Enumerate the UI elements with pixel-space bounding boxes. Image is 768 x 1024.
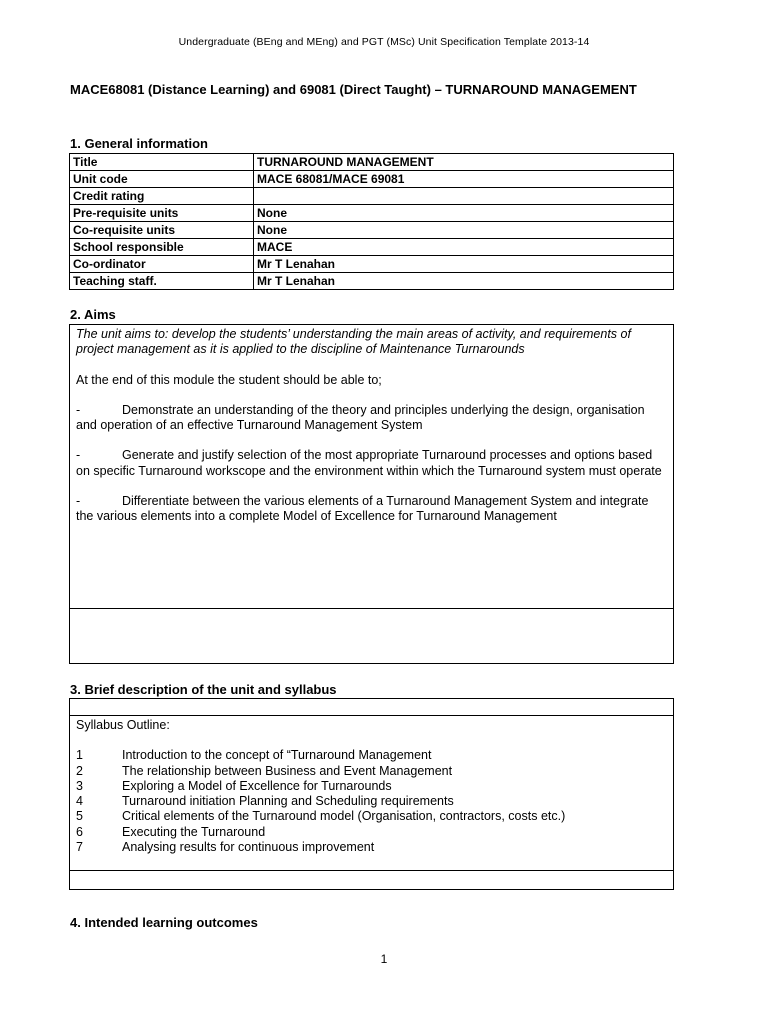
aims-bullet-text: Demonstrate an understanding of the theory and principles underlying the design, organisation and operation of an effective Turnaround Management System bbox=[76, 402, 645, 433]
item-text: Introduction to the concept of “Turnaround Management bbox=[122, 748, 432, 763]
row-key: School responsible bbox=[70, 239, 254, 256]
bullet-marker: - bbox=[76, 448, 81, 463]
row-key: Title bbox=[70, 154, 254, 171]
outcomes-heading: 4. Intended learning outcomes bbox=[70, 915, 258, 930]
table-row bbox=[70, 205, 674, 222]
list-item bbox=[76, 825, 667, 840]
item-text: Turnaround initiation Planning and Scheduling requirements bbox=[122, 794, 454, 809]
list-item bbox=[76, 809, 667, 824]
syllabus-top-divider bbox=[70, 715, 673, 716]
row-key: Teaching staff. bbox=[70, 273, 254, 290]
list-item bbox=[76, 779, 667, 794]
aims-bullet bbox=[76, 403, 667, 434]
item-text: Analysing results for continuous improvement bbox=[122, 840, 375, 855]
row-value: Mr T Lenahan bbox=[254, 273, 674, 290]
row-key: Co-requisite units bbox=[70, 222, 254, 239]
item-number: 3 bbox=[76, 778, 83, 793]
list-item bbox=[76, 764, 667, 779]
row-value: Mr T Lenahan bbox=[254, 256, 674, 273]
table-row bbox=[70, 222, 674, 239]
item-text: Critical elements of the Turnaround model (Organisation, contractors, costs etc.) bbox=[122, 809, 566, 824]
table-row bbox=[70, 239, 674, 256]
description-heading: 3. Brief description of the unit and syllabus bbox=[70, 682, 337, 697]
item-number: 2 bbox=[76, 763, 83, 778]
aims-bullet-text: Generate and justify selection of the most appropriate Turnaround processes and options based on specific Turnaround workscope and the environment within which the Turnaround system must operate bbox=[76, 448, 662, 478]
bullet-marker: - bbox=[76, 402, 81, 417]
table-row bbox=[70, 256, 674, 273]
row-value: MACE 68081/MACE 69081 bbox=[254, 171, 674, 188]
row-key: Pre-requisite units bbox=[70, 205, 254, 222]
aims-box bbox=[69, 324, 674, 664]
row-value: TURNAROUND MANAGEMENT bbox=[254, 154, 674, 171]
item-number: 4 bbox=[76, 794, 83, 809]
item-text: Executing the Turnaround bbox=[122, 824, 266, 839]
row-key: Unit code bbox=[70, 171, 254, 188]
document-title: MACE68081 (Distance Learning) and 69081 (Direct Taught) – TURNAROUND MANAGEMENT bbox=[70, 82, 637, 97]
table-row bbox=[70, 154, 674, 171]
row-value: None bbox=[254, 222, 674, 239]
item-number: 1 bbox=[76, 748, 83, 763]
row-value: MACE bbox=[254, 239, 674, 256]
general-info-table bbox=[69, 153, 674, 290]
aims-bullet-text: Differentiate between the various elements of a Turnaround Management System and integrate the various elements into a complete Model of Excellence for Turnaround Management bbox=[76, 494, 649, 524]
row-value bbox=[254, 188, 674, 205]
list-item bbox=[76, 840, 667, 855]
page-number: 1 bbox=[380, 952, 388, 966]
aims-intro: The unit aims to: develop the students’ understanding the main areas of activity, and requirements of project management as it is applied to the discipline of Maintenance Turnarounds bbox=[76, 327, 631, 357]
aims-heading: 2. Aims bbox=[70, 307, 116, 322]
list-item bbox=[76, 794, 667, 809]
general-info-heading: 1. General information bbox=[70, 136, 208, 151]
aims-bullet bbox=[76, 448, 667, 479]
aims-lead: At the end of this module the student should be able to; bbox=[76, 372, 382, 387]
item-text: Exploring a Model of Excellence for Turnarounds bbox=[122, 778, 392, 793]
row-value: None bbox=[254, 205, 674, 222]
item-number: 5 bbox=[76, 809, 83, 824]
aims-bullet bbox=[76, 494, 667, 525]
syllabus-outline-label: Syllabus Outline: bbox=[76, 718, 170, 732]
page-header: Undergraduate (BEng and MEng) and PGT (MSc) Unit Specification Template 2013-14 bbox=[178, 36, 590, 48]
aims-divider bbox=[70, 608, 673, 609]
syllabus-bottom-divider bbox=[70, 870, 673, 871]
item-text: The relationship between Business and Event Management bbox=[122, 763, 453, 778]
row-key: Credit rating bbox=[70, 188, 254, 205]
table-row bbox=[70, 188, 674, 205]
list-item bbox=[76, 748, 667, 763]
row-key: Co-ordinator bbox=[70, 256, 254, 273]
syllabus-box bbox=[69, 698, 674, 890]
item-number: 6 bbox=[76, 824, 83, 839]
item-number: 7 bbox=[76, 840, 83, 855]
table-row bbox=[70, 171, 674, 188]
table-row bbox=[70, 273, 674, 290]
bullet-marker: - bbox=[76, 494, 81, 509]
